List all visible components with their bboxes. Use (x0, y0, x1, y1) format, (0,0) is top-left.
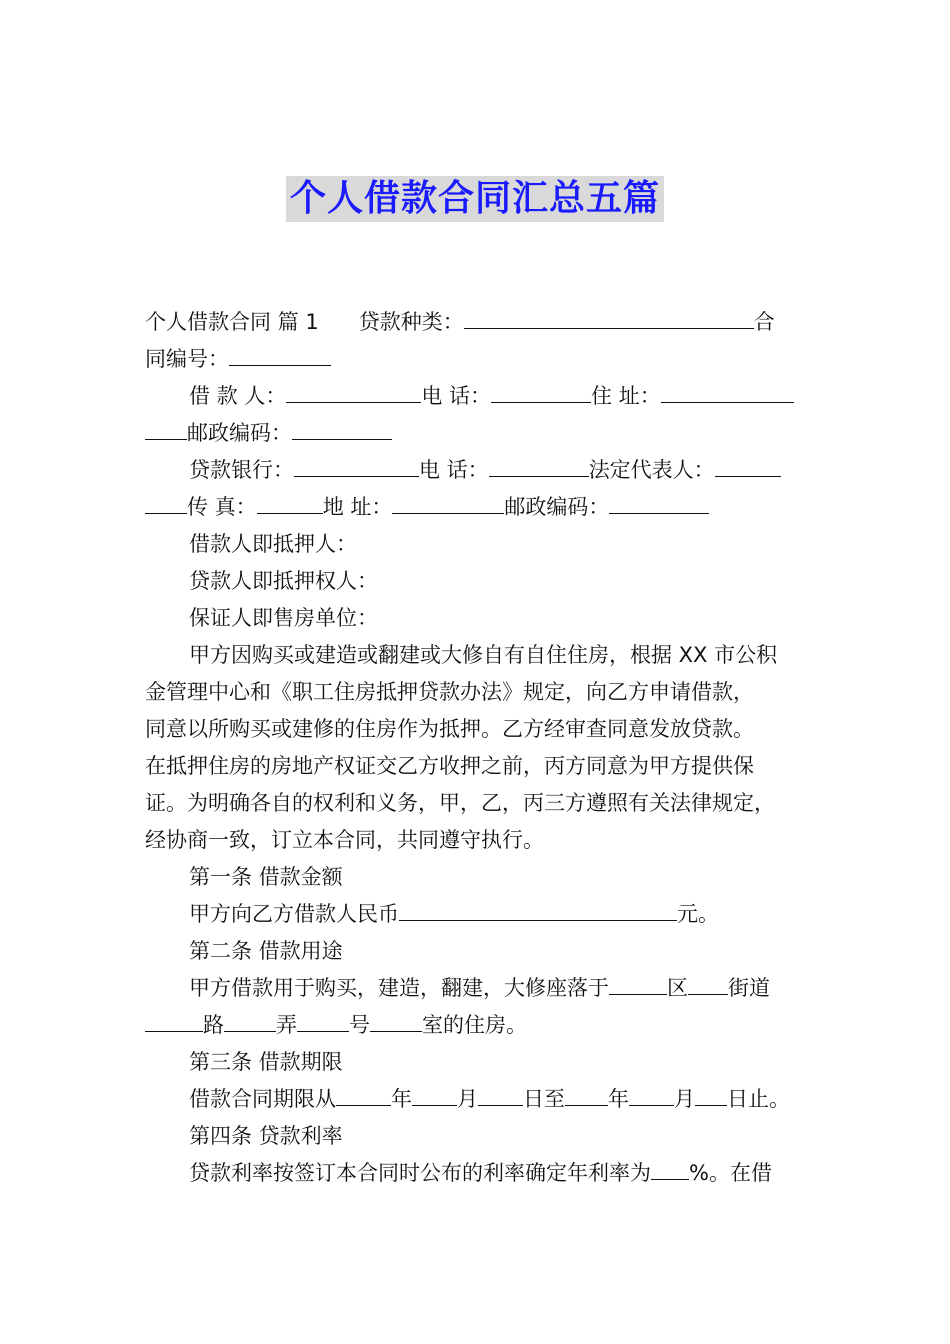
header-line (145, 304, 807, 341)
borrower-line-2 (145, 415, 807, 452)
rate-label: 贷款利率按签订本合同时公布的利率确定年利率为 (189, 1161, 651, 1185)
preamble-line: 证。为明确各自的权利和义务，甲，乙，丙三方遵照有关法律规定， (145, 791, 775, 815)
bank-address-blank (392, 491, 504, 514)
contract-no-label-start: 合 (753, 310, 775, 334)
preamble-line: 经协商一致，订立本合同，共同遵守执行。 (145, 828, 544, 852)
borrower-phone-blank (491, 380, 591, 403)
year-label: 年 (608, 1087, 629, 1111)
preamble-line: 甲方因购买或建造或翻建或大修自有自住住房，根据 XX 市公积 (189, 643, 778, 667)
lane-label: 弄 (276, 1013, 297, 1037)
borrower-line (145, 378, 807, 415)
title-block (0, 176, 950, 222)
borrower-address-blank-cont (145, 417, 187, 440)
number-blank (297, 1009, 349, 1032)
rate-tail: %。在借 (689, 1161, 772, 1185)
contract-no-label-end: 同编号： (145, 347, 229, 371)
number-label: 号 (349, 1013, 370, 1037)
preamble-line: 金管理中心和《职工住房抵押贷款办法》规定，向乙方申请借款， (145, 680, 754, 704)
end-month-blank (629, 1083, 674, 1106)
borrower-label: 借 款 人： (189, 384, 287, 408)
start-year-blank (336, 1083, 391, 1106)
bank-address-label: 地 址： (322, 495, 393, 519)
loan-type-blank (464, 306, 754, 329)
end-year-blank (565, 1083, 608, 1106)
borrower-postcode-label: 邮政编码： (187, 421, 292, 445)
day-to-label: 日至 (523, 1087, 565, 1111)
borrower-blank (286, 380, 421, 403)
street-blank (688, 972, 728, 995)
bank-phone-blank (489, 454, 589, 477)
role-line: 保证人即售房单位： (189, 606, 378, 630)
role-line: 贷款人即抵押权人： (189, 569, 378, 593)
term-label: 借款合同期限从 (189, 1087, 336, 1111)
preamble-line: 同意以所购买或建修的住房作为抵押。乙方经审查同意发放贷款。 (145, 717, 754, 741)
bank-fax-label: 传 真： (187, 495, 257, 519)
role-line: 借款人即抵押人： (189, 532, 357, 556)
article-2-text (145, 970, 807, 1007)
road-blank (145, 1009, 203, 1032)
bank-rep-label: 法定代表人： (588, 458, 715, 482)
bank-rep-blank-cont (145, 491, 187, 514)
rate-blank (651, 1157, 689, 1180)
district-label: 区 (667, 976, 688, 1000)
document-title: 个人借款合同汇总五篇 (286, 176, 664, 222)
article-4-text (145, 1155, 807, 1192)
start-day-blank (478, 1083, 523, 1106)
document-body (145, 304, 807, 1192)
bank-rep-blank (715, 454, 781, 477)
borrower-postcode-blank (292, 417, 392, 440)
borrower-phone-label: 电 话： (421, 384, 492, 408)
room-label: 室的住房。 (422, 1013, 527, 1037)
article-2-text-2 (145, 1007, 807, 1044)
bank-phone-label: 电 话： (419, 458, 489, 482)
article-heading: 第三条 借款期限 (189, 1050, 343, 1074)
contract-no-line (145, 341, 807, 378)
bank-line (145, 452, 807, 489)
day-end-label: 日止。 (727, 1087, 790, 1111)
room-blank (370, 1009, 422, 1032)
purpose-label: 甲方借款用于购买，建造，翻建，大修座落于 (189, 976, 609, 1000)
lane-blank (224, 1009, 276, 1032)
amount-blank (399, 898, 677, 921)
article-heading: 第一条 借款金额 (189, 865, 343, 889)
contract-label: 个人借款合同 篇 1 (145, 310, 319, 334)
street-label: 街道 (728, 976, 770, 1000)
article-heading: 第二条 借款用途 (189, 939, 343, 963)
year-label: 年 (391, 1087, 412, 1111)
amount-label: 甲方向乙方借款人民币 (189, 902, 399, 926)
bank-label: 贷款银行： (189, 458, 294, 482)
borrower-address-label: 住 址： (591, 384, 661, 408)
bank-line-2 (145, 489, 807, 526)
article-heading: 第四条 贷款利率 (189, 1124, 343, 1148)
amount-unit: 元。 (677, 902, 719, 926)
borrower-address-blank (661, 380, 794, 403)
article-1-text (145, 896, 807, 933)
bank-blank (294, 454, 419, 477)
article-3-text (145, 1081, 807, 1118)
month-label: 月 (674, 1087, 695, 1111)
end-day-blank (695, 1083, 727, 1106)
contract-no-blank (229, 343, 331, 366)
preamble-line: 在抵押住房的房地产权证交乙方收押之前，丙方同意为甲方提供保 (145, 754, 754, 778)
road-label: 路 (203, 1013, 224, 1037)
loan-type-label: 贷款种类： (358, 310, 464, 334)
month-label: 月 (457, 1087, 478, 1111)
bank-postcode-blank (609, 491, 709, 514)
bank-postcode-label: 邮政编码： (504, 495, 610, 519)
district-blank (609, 972, 667, 995)
start-month-blank (412, 1083, 457, 1106)
bank-fax-blank (257, 491, 323, 514)
